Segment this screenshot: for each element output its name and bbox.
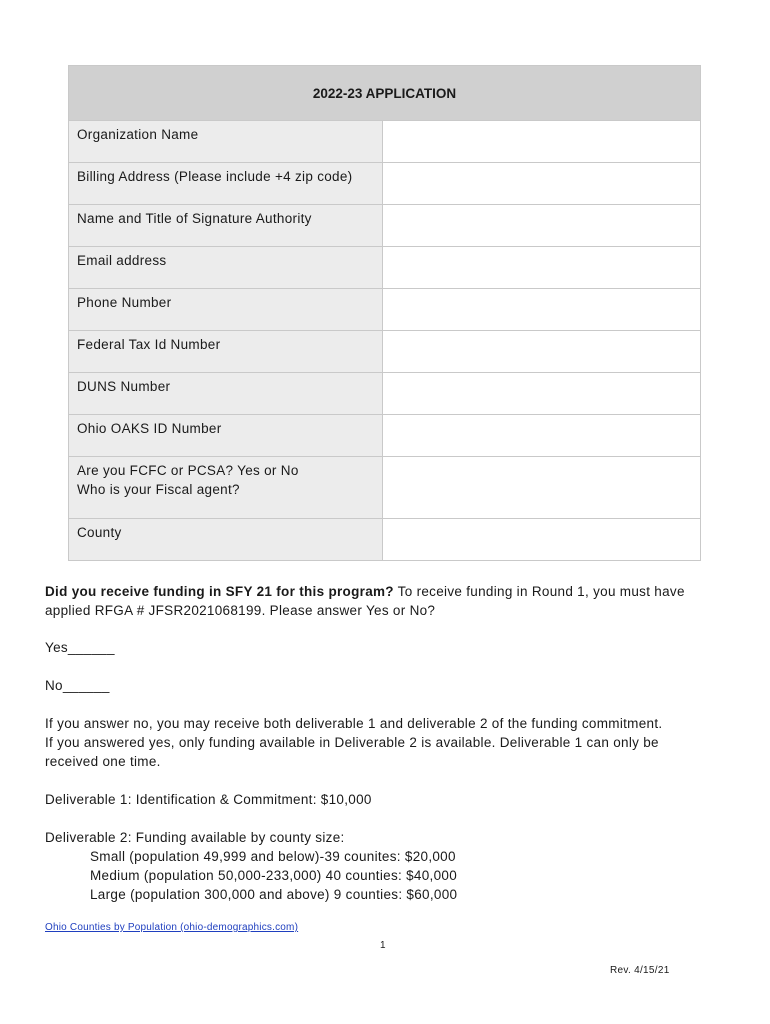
form-row-federal-tax-id [69,331,701,373]
phone-number-label: Phone Number [69,289,383,331]
fcfc-pcsa-field[interactable] [383,457,701,519]
explanation-line-2: If you answered yes, only funding available in Deliverable 2 is available. Deliverable 1 can only be [45,735,659,750]
signature-authority-field[interactable] [383,205,701,247]
fcfc-pcsa-label [69,457,383,519]
form-row-ohio-oaks-id [69,415,701,457]
page-number: 1 [380,940,386,951]
form-row-fcfc-pcsa [69,457,701,519]
deliverable-explanation [45,714,735,771]
form-row-signature-authority [69,205,701,247]
duns-number-field[interactable] [383,373,701,415]
phone-number-field[interactable] [383,289,701,331]
explanation-line-3: received one time. [45,754,161,769]
funding-question-rest: To receive funding in Round 1, you must have [393,584,685,599]
form-row-email-address [69,247,701,289]
ohio-oaks-id-label: Ohio OAKS ID Number [69,415,383,457]
deliverable-2-tier-large: Large (population 300,000 and above) 9 counties: $60,000 [90,887,458,902]
form-title: 2022-23 APPLICATION [69,66,701,121]
form-row-organization-name [69,121,701,163]
form-row-phone-number [69,289,701,331]
deliverable-1: Deliverable 1: Identification & Commitment: $10,000 [45,792,372,807]
fcfc-pcsa-question: Are you FCFC or PCSA? Yes or No [77,463,299,478]
ohio-counties-population-link[interactable]: Ohio Counties by Population (ohio-demographics.com) [45,922,299,933]
organization-name-field[interactable] [383,121,701,163]
county-label: County [69,519,383,561]
no-answer[interactable]: No______ [45,678,110,693]
funding-question [45,582,735,620]
signature-authority-label: Name and Title of Signature Authority [69,205,383,247]
funding-question-bold: Did you receive funding in SFY 21 for this program? [45,584,394,599]
billing-address-field[interactable] [383,163,701,205]
billing-address-label: Billing Address (Please include +4 zip code) [69,163,383,205]
federal-tax-id-field[interactable] [383,331,701,373]
form-row-county [69,519,701,561]
yes-answer[interactable]: Yes______ [45,640,115,655]
funding-question-line-1 [45,582,735,601]
explanation-line-1: If you answer no, you may receive both deliverable 1 and deliverable 2 of the funding commitment. [45,716,663,731]
ohio-oaks-id-field[interactable] [383,415,701,457]
deliverable-2-tier-small: Small (population 49,999 and below)-39 counites: $20,000 [90,849,456,864]
fiscal-agent-question: Who is your Fiscal agent? [77,482,240,497]
email-address-label: Email address [69,247,383,289]
duns-number-label: DUNS Number [69,373,383,415]
form-row-duns-number [69,373,701,415]
revision-date: Rev. 4/15/21 [610,965,670,976]
deliverable-2-heading: Deliverable 2: Funding available by county size: [45,830,345,845]
email-address-field[interactable] [383,247,701,289]
county-field[interactable] [383,519,701,561]
funding-question-line-2: applied RFGA # JFSR2021068199. Please answer Yes or No? [45,603,436,618]
form-row-billing-address [69,163,701,205]
application-form-table [68,65,701,561]
deliverable-2-tier-medium: Medium (population 50,000-233,000) 40 counties: $40,000 [90,868,457,883]
federal-tax-id-label: Federal Tax Id Number [69,331,383,373]
organization-name-label: Organization Name [69,121,383,163]
deliverable-2 [45,828,735,904]
